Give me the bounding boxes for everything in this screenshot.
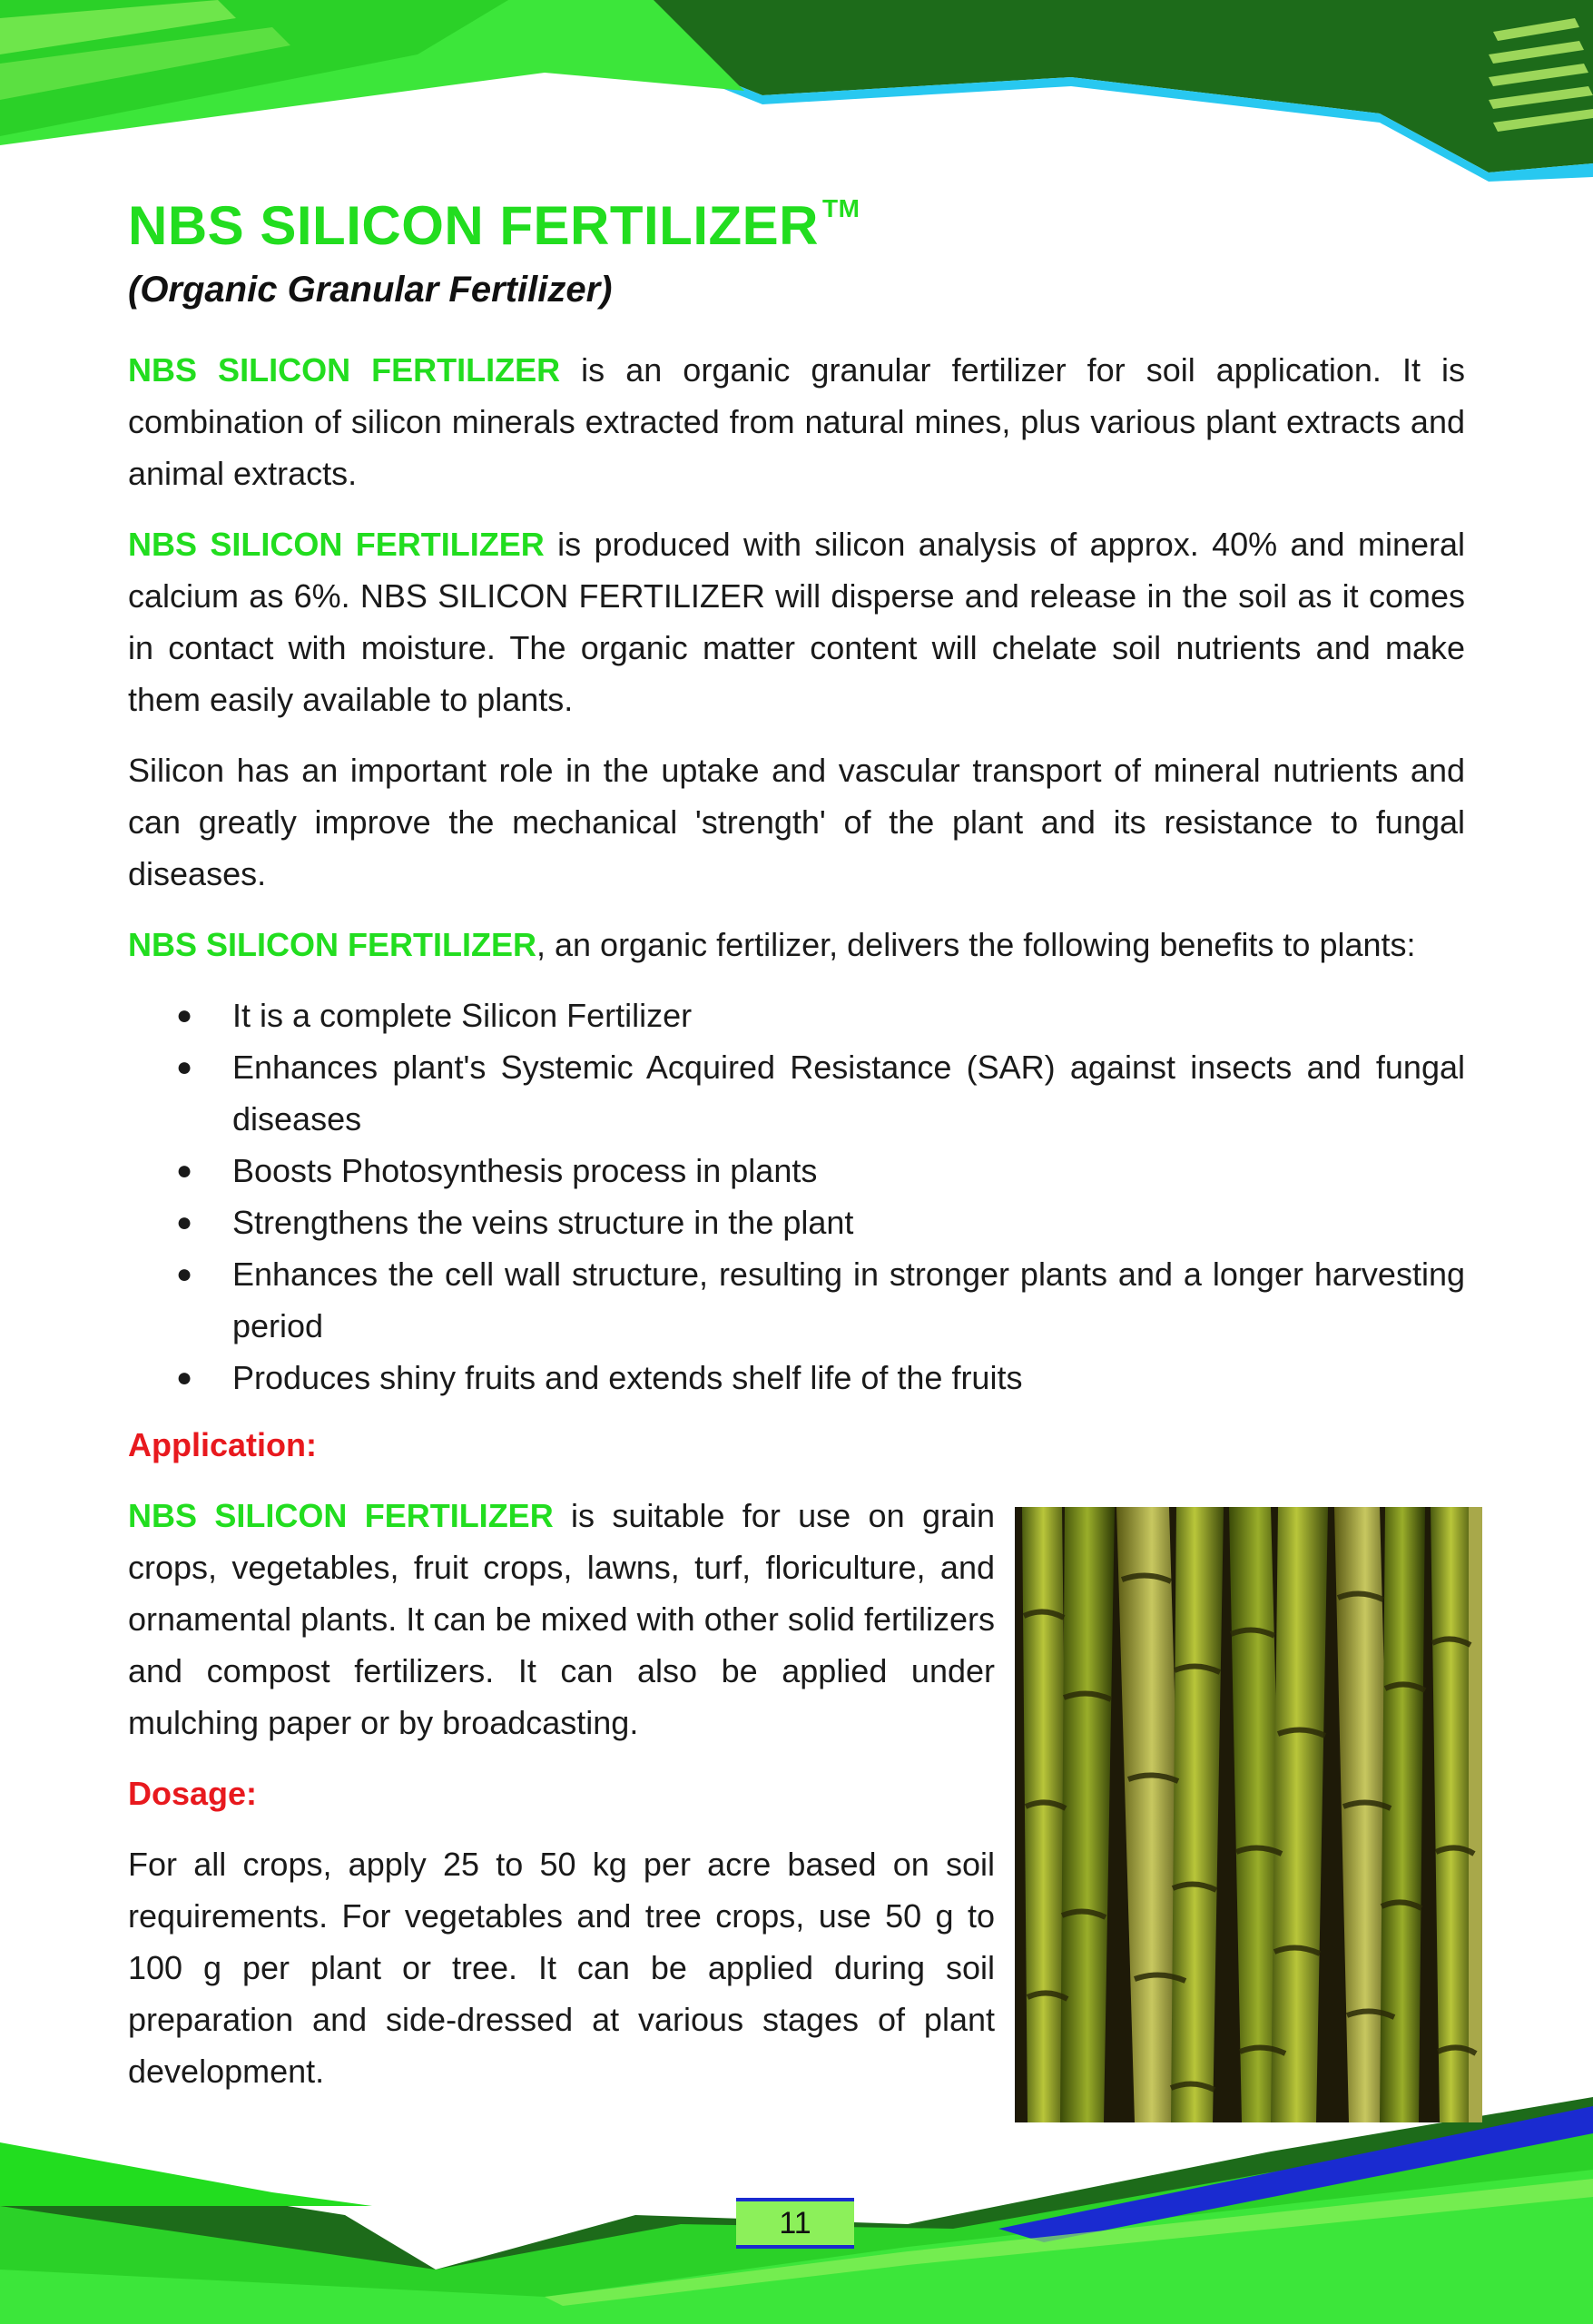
brand-name: NBS SILICON FERTILIZER	[128, 1497, 554, 1534]
list-item	[175, 1352, 1465, 1403]
brand-name: NBS SILICON FERTILIZER	[128, 926, 536, 963]
list-item-text: Enhances plant's Systemic Acquired Resistance (SAR) against insects and fungal diseases	[232, 1049, 1465, 1137]
list-item-text: Enhances the cell wall structure, resulting in stronger plants and a longer harvesting period	[232, 1256, 1465, 1344]
benefits-list	[128, 990, 1465, 1403]
bullet-icon: ●	[175, 1156, 193, 1186]
page-subtitle: (Organic Granular Fertilizer)	[128, 270, 613, 310]
bullet-icon: ●	[175, 1000, 193, 1030]
paragraph-intro	[128, 344, 1465, 499]
paragraph-benefits-intro-text: , an organic fertilizer, delivers the following benefits to plants:	[536, 926, 1416, 963]
paragraph-benefits-intro	[128, 919, 1465, 970]
list-item-text: Produces shiny fruits and extends shelf life of the fruits	[232, 1359, 1023, 1396]
bullet-icon: ●	[175, 1207, 193, 1237]
brand-name: NBS SILICON FERTILIZER	[128, 351, 561, 389]
application-heading: Application:	[128, 1426, 317, 1463]
bullet-icon: ●	[175, 1259, 193, 1289]
bullet-icon: ●	[175, 1052, 193, 1082]
page-number: 11	[736, 2198, 854, 2249]
paragraph-dosage: For all crops, apply 25 to 50 kg per acre based on soil requirements. For vegetables and tree crops, use 50 g to 100 g per plant or tree. It can be applied during soil preparation and side-dressed at various stages of plant development.	[128, 1846, 995, 2090]
sugarcane-photo	[1015, 1507, 1482, 2122]
brand-name: NBS SILICON FERTILIZER	[128, 526, 545, 563]
list-item-text: Strengthens the veins structure in the plant	[232, 1204, 854, 1241]
list-item	[175, 1196, 1465, 1248]
cane-stalks	[1022, 1507, 1482, 2122]
paragraph-silicon-role: Silicon has an important role in the uptake and vascular transport of mineral nutrients and can greatly improve the mechanical 'strength' of the plant and its resistance to fungal diseases.	[128, 752, 1465, 892]
list-item	[175, 1041, 1465, 1145]
trademark-symbol: TM	[822, 194, 860, 222]
list-item	[175, 990, 1465, 1041]
paragraph-application-text: is suitable for use on grain crops, vegetables, fruit crops, lawns, turf, floriculture, and ornamental plants. It can be mixed with other solid fertilizers and compost fertilizers. It can also be applied under mulching paper or by broadcasting.	[128, 1497, 995, 1741]
bullet-icon: ●	[175, 1363, 193, 1393]
list-item-text: Boosts Photosynthesis process in plants	[232, 1152, 818, 1189]
paragraph-composition-text: is produced with silicon analysis of approx. 40% and mineral calcium as 6%. NBS SILICON FERTILIZER will disperse and release in the soil as it comes in contact with moisture. The organic matter content will chelate soil nutrients and make them easily available to plants.	[128, 526, 1465, 718]
top-decorative-banner	[0, 0, 1593, 182]
paragraph-application	[128, 1490, 995, 1748]
page-title	[128, 172, 1465, 262]
title-text: NBS SILICON FERTILIZER	[128, 195, 819, 256]
paragraph-intro-text: is an organic granular fertilizer for soil application. It is combination of silicon minerals extracted from natural mines, plus various plant extracts and animal extracts.	[128, 351, 1466, 492]
list-item	[175, 1248, 1465, 1352]
list-item-text: It is a complete Silicon Fertilizer	[232, 997, 693, 1034]
paragraph-composition	[128, 518, 1465, 725]
list-item	[175, 1145, 1465, 1196]
dosage-heading: Dosage:	[128, 1775, 258, 1812]
